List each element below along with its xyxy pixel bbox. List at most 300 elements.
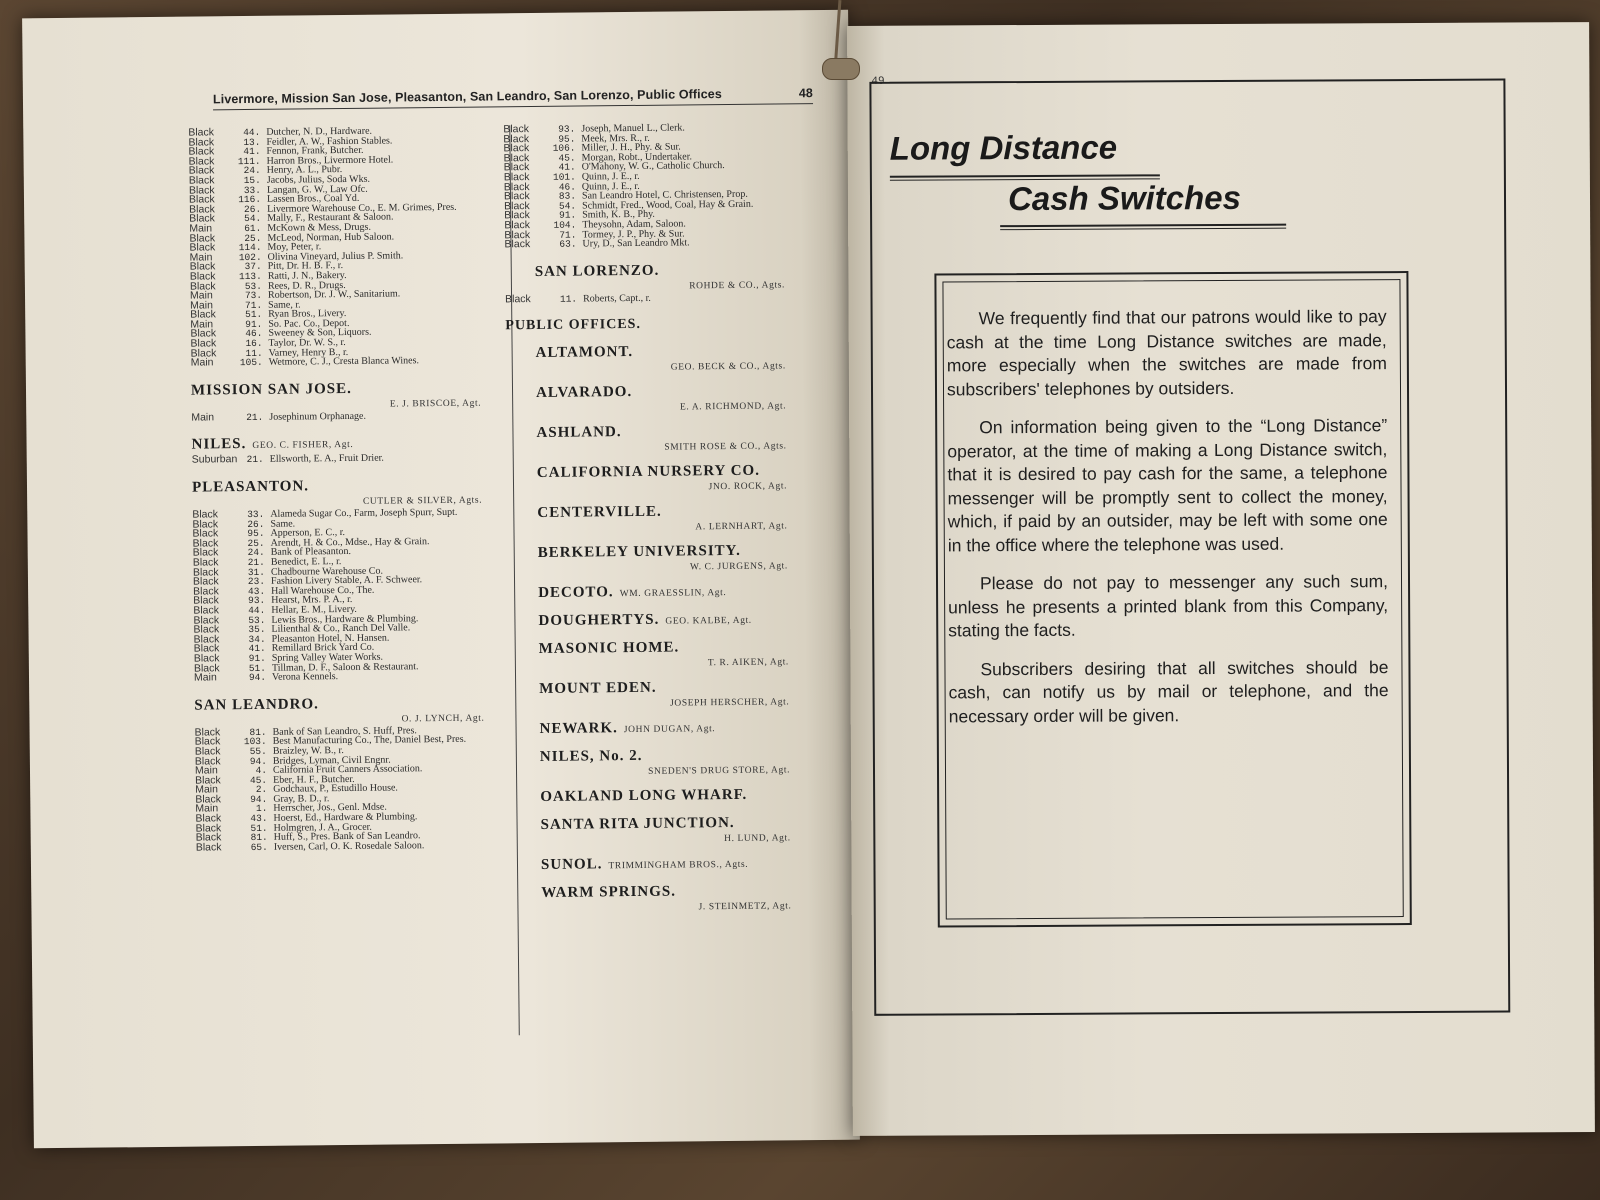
san-leandro-continued-listing: [503, 122, 814, 250]
listing-name: Roberts, Capt., r.: [583, 292, 651, 305]
listing-number: 114.: [238, 241, 262, 254]
listing-number: 94.: [248, 671, 267, 684]
public-office-agent-line: [506, 401, 816, 414]
public-office-title: CENTERVILLE.: [537, 503, 662, 522]
public-office-agent: WM. GRAESSLIN, Agt.: [619, 588, 727, 600]
listing-exchange: Black: [504, 228, 531, 241]
agent-san-lorenzo: ROHDE & CO., Agts.: [689, 280, 785, 292]
listing-name: Dutcher, N. D., Hardware.: [266, 125, 373, 138]
listing-name: Holmgren, J. A., Grocer.: [273, 821, 372, 834]
listing-number: 25.: [244, 232, 262, 244]
listing-exchange: Black: [189, 270, 216, 283]
listing-exchange: Black: [504, 199, 530, 213]
listing-exchange: Main: [195, 783, 219, 796]
listing-name: Remillard Brick Yard Co.: [271, 642, 375, 655]
public-office-title: NILES, No. 2.: [539, 748, 643, 766]
listing-exchange: Black: [504, 238, 531, 251]
page-number-left: 48: [798, 86, 814, 101]
public-office-title: DECOTO.: [538, 584, 614, 602]
listing-name: Pleasanton Hotel, N. Hansen.: [271, 632, 390, 645]
listing-name: Theysohn, Adam, Saloon.: [582, 218, 686, 231]
listing-name: Lassen Bros., Coal Yd.: [266, 192, 360, 205]
listing-exchange: Black: [194, 754, 221, 768]
public-office-name: [536, 382, 816, 402]
listing-number: 51.: [250, 822, 268, 834]
listing-number: 91.: [248, 652, 266, 664]
listing-number: 95.: [558, 133, 576, 145]
listing-row: [192, 453, 512, 466]
listing-number: 2.: [255, 784, 268, 796]
header-title: Livermore, Mission San Jose, Pleasanton, San Leandro, San Lorenzo, Public Offices: [212, 87, 722, 107]
public-office-name: [537, 502, 817, 522]
listing-exchange: Black: [189, 279, 216, 293]
listing-exchange: Black: [193, 633, 220, 646]
public-office-agent-line: [507, 441, 817, 454]
listing-exchange: Black: [503, 190, 530, 203]
public-office-name: [541, 854, 821, 874]
public-office-agent-line: [510, 765, 820, 778]
town-pleasanton: PLEASANTON.: [191, 478, 310, 496]
listing-exchange: Black: [503, 132, 530, 145]
listing-name: Mally, F., Restaurant & Saloon.: [267, 211, 394, 225]
listing-exchange: Black: [193, 652, 220, 665]
listing-number: 21.: [246, 454, 264, 466]
listing-exchange: Black: [189, 260, 216, 273]
listing-number: 63.: [559, 238, 577, 250]
notice-paragraph-3: Please do not pay to messenger any such sum, unless he presents a printed blank from this Company, stating the facts.: [948, 571, 1389, 641]
public-office-name: [540, 786, 820, 806]
listing-exchange: Black: [505, 292, 531, 306]
public-office-agent-line: [506, 361, 816, 374]
public-offices-listing: [506, 342, 822, 914]
listing-number: 105.: [239, 357, 263, 369]
listing-name: Gray, B. D., r.: [273, 793, 330, 805]
public-office-agent: GEO. BECK & CO., Agts.: [670, 361, 786, 373]
listing-number: 94.: [249, 755, 267, 767]
listing-name: Schmidt, Fred., Wood, Coal, Hay & Grain.: [582, 198, 754, 212]
public-office-title: OAKLAND LONG WHARF.: [540, 787, 748, 806]
listing-name: Livermore Warehouse Co., E. M. Grimes, Pres.: [267, 201, 457, 215]
public-office-agent-line: [509, 657, 819, 670]
public-office-title: SANTA RITA JUNCTION.: [540, 815, 735, 834]
public-office-name: [539, 638, 819, 658]
notice-paragraph-1: We frequently find that our patrons would like to pay cash at the time Long Distance switches are made, more especially when the switches are made from subscribers' telephones by outsiders.: [946, 306, 1387, 399]
public-office-name: [537, 462, 817, 482]
listing-exchange: Black: [188, 193, 215, 206]
listing-exchange: Black: [503, 161, 530, 174]
listing-name: Lewis Bros., Hardware & Plumbing.: [271, 612, 419, 626]
listing-number: 46.: [558, 181, 576, 193]
listing-exchange: Black: [192, 556, 219, 569]
public-office-agent-line: [507, 521, 817, 534]
listing-exchange: Black: [188, 145, 215, 158]
listing-name: Best Manufacturing Co., The, Daniel Best, Pres.: [272, 734, 467, 748]
listing-name: Ratti, J. N., Bakery.: [267, 269, 347, 282]
public-office-name: [536, 342, 816, 362]
listing-number: 104.: [553, 219, 577, 231]
listing-number: 33.: [247, 508, 265, 521]
listing-number: 44.: [248, 604, 266, 616]
listing-exchange: Main: [195, 802, 219, 816]
listing-exchange: Black: [193, 585, 219, 598]
town-san-lorenzo: SAN LORENZO.: [534, 262, 660, 280]
listing-number: 102.: [238, 251, 262, 263]
public-office-name: [538, 610, 818, 630]
public-office-agent: H. LUND, Agt.: [724, 833, 791, 845]
san-leandro-listing: [195, 725, 516, 853]
listing-number: 81.: [250, 832, 268, 844]
listing-name: Ryan Bros., Livery.: [268, 308, 347, 321]
listing-exchange: Black: [189, 203, 215, 216]
listing-number: 13.: [243, 136, 261, 148]
listing-name: California Fruit Canners Association.: [272, 763, 423, 776]
listing-name: Robertson, Dr. J. W., Sanitarium.: [267, 288, 401, 301]
listing-number: 91.: [559, 209, 577, 222]
listing-name: Tillman, D. F., Saloon & Restaurant.: [271, 660, 419, 674]
listing-number: 91.: [245, 318, 263, 330]
listing-name: Eber, H. F., Butcher.: [273, 773, 355, 786]
listing-exchange: Black: [188, 155, 215, 168]
listing-exchange: Black: [194, 745, 221, 758]
listing-name: Pitt, Dr. H. B. F., r.: [267, 260, 344, 273]
agent-pleasanton: CUTLER & SILVER, Agts.: [362, 495, 483, 507]
public-office-title: CALIFORNIA NURSERY CO.: [536, 462, 761, 482]
listing-number: 41.: [243, 146, 261, 158]
public-office-name: [540, 746, 820, 766]
livermore-listing: [188, 125, 510, 368]
listing-number: 106.: [552, 142, 576, 154]
listing-exchange: Main: [191, 411, 215, 424]
right-page: [847, 22, 1595, 1136]
listing-exchange: Black: [192, 527, 219, 540]
listing-exchange: Black: [190, 308, 216, 321]
listing-exchange: Black: [194, 726, 221, 739]
listing-exchange: Black: [195, 821, 222, 835]
listing-exchange: Black: [192, 575, 219, 588]
listing-exchange: Black: [193, 623, 220, 636]
listing-name: Hoerst, Ed., Hardware & Plumbing.: [273, 811, 418, 824]
listing-exchange: Black: [192, 546, 219, 560]
listing-name: Herrscher, Jos., Genl. Mdse.: [273, 802, 387, 815]
listing-number: 54.: [558, 200, 577, 212]
listing-name: Lilienthal & Co., Ranch Del Valle.: [271, 622, 411, 635]
listing-exchange: Black: [503, 171, 530, 184]
listing-exchange: Black: [188, 135, 215, 149]
listing-name: Iversen, Carl, O. K. Rosedale Saloon.: [273, 840, 425, 853]
listing-number: 15.: [243, 174, 261, 187]
listing-exchange: Black: [193, 594, 219, 607]
left-page: [22, 10, 860, 1149]
niles-listing: [192, 453, 512, 466]
listing-number: 21.: [246, 411, 264, 423]
listing-number: 41.: [248, 643, 266, 655]
public-office-agent: T. R. AIKEN, Agt.: [707, 657, 789, 669]
listing-number: 54.: [244, 213, 262, 225]
listing-exchange: Black: [503, 142, 530, 155]
title-line-2: Cash Switches: [1007, 178, 1242, 218]
listing-name: Fennon, Frank, Butcher.: [266, 144, 364, 157]
listing-name: Josephinum Orphanage.: [269, 410, 367, 423]
listing-exchange: Black: [193, 642, 220, 655]
public-office-agent: J. STEINMETZ, Agt.: [698, 901, 792, 913]
listing-number: 45.: [558, 152, 576, 164]
listing-name: Hearst, Mrs. P. A., r.: [271, 594, 353, 607]
listing-name: Bridges, Lyman, Civil Engnr.: [272, 754, 391, 767]
mission-san-jose-listing: [191, 410, 511, 423]
listing-exchange: Black: [195, 793, 222, 806]
listing-name: Smith, K. B., Phy.: [582, 209, 655, 221]
public-office-agent: SMITH ROSE & CO., Agts.: [664, 441, 787, 453]
listing-exchange: Black: [195, 831, 222, 844]
listing-name: Quinn, J. E., r.: [581, 170, 640, 183]
column-b: [503, 122, 821, 917]
listing-exchange: Main: [190, 318, 214, 331]
public-office-agent: A. LERNHART, Agt.: [695, 521, 788, 533]
listing-exchange: Suburban: [191, 453, 238, 467]
listing-exchange: Black: [190, 346, 217, 360]
listing-exchange: Black: [190, 327, 217, 341]
listing-number: 45.: [249, 774, 268, 786]
listing-exchange: Black: [504, 218, 531, 232]
listing-name: Hellar, E. M., Livery.: [271, 603, 357, 616]
san-lorenzo-listing: [505, 292, 815, 305]
listing-name: Varney, Henry B., r.: [268, 346, 349, 359]
listing-number: 65.: [250, 841, 268, 853]
listing-number: 33.: [243, 184, 261, 196]
listing-name: O'Mahony, W. G., Catholic Church.: [581, 160, 725, 173]
listing-number: 34.: [248, 633, 266, 645]
listing-name: Godchaux, P., Estudillo House.: [273, 782, 398, 796]
listing-exchange: Black: [189, 241, 216, 254]
listing-exchange: Black: [195, 812, 222, 825]
public-office-name: [541, 882, 821, 902]
listing-exchange: Black: [193, 613, 220, 627]
listing-exchange: Main: [189, 289, 213, 302]
public-office-agent: JOHN DUGAN, Agt.: [623, 724, 716, 736]
agent-niles: GEO. C. FISHER, Agt.: [252, 440, 354, 452]
agent-mission-san-jose: E. J. BRISCOE, Agt.: [389, 398, 482, 410]
listing-exchange: Black: [193, 661, 220, 675]
listing-number: 103.: [243, 736, 267, 748]
listing-number: 51.: [245, 309, 263, 321]
public-office-name: [538, 582, 818, 602]
listing-exchange: Main: [194, 764, 218, 777]
listing-name: Miller, J. H., Phy. & Sur.: [581, 141, 681, 154]
listing-row: [191, 410, 511, 423]
listing-number: 51.: [248, 662, 266, 674]
public-office-title: BERKELEY UNIVERSITY.: [537, 543, 741, 562]
public-office-name: [539, 678, 819, 698]
listing-number: 61.: [244, 222, 262, 234]
agent-san-leandro: O. J. LYNCH, Agt.: [401, 713, 485, 725]
listing-exchange: Main: [189, 251, 213, 264]
town-niles: [191, 434, 511, 454]
listing-exchange: Black: [188, 126, 215, 139]
listing-number: 21.: [247, 556, 265, 569]
listing-name: Same, r.: [268, 299, 301, 311]
listing-number: 55.: [249, 745, 267, 757]
listing-row: [191, 356, 511, 369]
listing-exchange: Black: [188, 183, 215, 197]
listing-number: 16.: [245, 337, 263, 350]
listing-number: 81.: [249, 726, 267, 738]
listing-exchange: Black: [192, 517, 219, 531]
public-office-agent: TRIMMINGHAM BROS., Agts.: [608, 860, 749, 872]
town-mission-san-jose: MISSION SAN JOSE.: [190, 380, 352, 399]
public-office-agent-line: [508, 561, 818, 574]
listing-name: Rees, D. R., Drugs.: [267, 279, 346, 292]
notice-paragraph-2: On information being given to the “Long Distance” operator, at the time of making a Long Distance switch, that it is desired to pay cash for the same, a telephone messenger will be promptly sent to collect the money, which, if paid by an outsider, may be left with some one in the office where the telephone was used.: [947, 415, 1388, 555]
binding-knot: [822, 58, 860, 80]
listing-number: 44.: [243, 126, 261, 139]
listing-number: 53.: [244, 280, 262, 292]
public-office-title: MASONIC HOME.: [538, 639, 680, 658]
listing-number: 23.: [247, 576, 266, 588]
listing-name: Moy, Peter, r.: [267, 241, 322, 253]
listing-number: 73.: [244, 289, 263, 302]
listing-name: Arendt, H. & Co., Mdse., Hay & Grain.: [270, 535, 430, 549]
listing-number: 37.: [244, 261, 262, 273]
public-office-title: DOUGHERTYS.: [538, 612, 660, 630]
public-office-agent: JNO. ROCK, Agt.: [708, 481, 788, 493]
listing-number: 93.: [248, 595, 266, 607]
listing-exchange: Black: [503, 123, 530, 136]
listing-number: 11.: [245, 347, 263, 359]
listing-number: 95.: [247, 528, 265, 540]
listing-number: 24.: [243, 165, 261, 177]
listing-name: San Leandro Hotel, C. Christensen, Prop.: [581, 188, 748, 202]
listing-name: Braizley, W. B., r.: [272, 744, 344, 757]
town-san-leandro: SAN LEANDRO.: [194, 696, 319, 714]
public-office-agent-line: [511, 901, 821, 914]
listing-exchange: Black: [192, 565, 219, 579]
listing-exchange: Black: [192, 508, 219, 521]
listing-name: Wetmore, C. J., Cresta Blanca Wines.: [268, 355, 420, 369]
listing-name: Fashion Livery Stable, A. F. Schweer.: [270, 574, 423, 587]
listing-name: Olivina Vineyard, Julius P. Smith.: [267, 250, 404, 263]
listing-exchange: Black: [192, 537, 219, 550]
public-office-agent-line: [507, 481, 817, 494]
public-office-title: WARM SPRINGS.: [541, 883, 677, 902]
town-niles-name: NILES.: [191, 436, 247, 454]
public-office-title: MOUNT EDEN.: [539, 680, 657, 698]
public-office-agent-line: [509, 697, 819, 710]
listing-exchange: Black: [503, 151, 530, 165]
public-office-name: [536, 422, 816, 442]
title-line-1: Long Distance: [889, 128, 1118, 167]
listing-name: Joseph, Manuel L., Clerk.: [581, 122, 685, 135]
listing-name: Ury, D., San Leandro Mkt.: [582, 237, 690, 250]
listing-number: 113.: [238, 270, 262, 283]
listing-name: Ellsworth, E. A., Fruit Drier.: [269, 453, 384, 466]
pleasanton-listing: [192, 507, 514, 683]
listing-name: Langan, G. W., Law Ofc.: [266, 183, 368, 196]
listing-number: 93.: [558, 123, 576, 135]
listing-number: 25.: [247, 537, 265, 549]
listing-name: So. Pac. Co., Depot.: [268, 317, 350, 330]
listing-name: Verona Kennels.: [271, 671, 339, 683]
listing-number: 116.: [238, 194, 262, 206]
listing-name: Alameda Sugar Co., Farm, Joseph Spurr, Supt.: [270, 506, 458, 520]
listing-number: 83.: [558, 190, 577, 202]
public-office-title: SUNOL.: [540, 856, 603, 874]
listing-number: 46.: [245, 328, 263, 340]
public-office-agent: JOSEPH HERSCHER, Agt.: [670, 697, 790, 709]
listing-exchange: Black: [504, 209, 530, 222]
listing-exchange: Black: [189, 231, 216, 245]
listing-number: 35.: [248, 623, 266, 636]
public-office-title: NEWARK.: [539, 720, 618, 738]
listing-name: Chadbourne Warehouse Co.: [270, 565, 384, 578]
notice-text: [947, 305, 1389, 743]
public-office-title: ASHLAND.: [536, 424, 622, 442]
public-office-agent: E. A. RICHMOND, Agt.: [679, 401, 787, 413]
listing-exchange: Black: [188, 164, 215, 177]
listing-name: McLeod, Norman, Hub Saloon.: [267, 231, 395, 244]
listing-name: Morgan, Robt., Undertaker.: [581, 151, 693, 164]
public-office-agent: GEO. KALBE, Agt.: [665, 616, 752, 627]
listing-name: Spring Valley Water Works.: [271, 651, 384, 664]
public-office-name: [541, 814, 821, 834]
listing-exchange: Black: [188, 174, 215, 187]
listing-number: 71.: [244, 299, 263, 311]
listing-name: Huff, S., Pres. Bank of San Leandro.: [273, 830, 421, 844]
listing-exchange: Main: [190, 299, 213, 312]
listing-exchange: Black: [194, 735, 221, 748]
listing-exchange: Black: [503, 180, 530, 193]
listing-name: Bank of Pleasanton.: [270, 546, 352, 559]
listing-name: Hall Warehouse Co., The.: [271, 584, 375, 597]
public-office-agent-line: [511, 833, 821, 846]
public-office-agent: SNEDEN'S DRUG STORE, Agt.: [648, 765, 791, 778]
listing-row: [504, 237, 814, 250]
listing-name: Apperson, E. C., r.: [270, 527, 346, 540]
listing-name: Bank of San Leandro, S. Huff, Pres.: [272, 724, 417, 738]
listing-name: Harron Bros., Livermore Hotel.: [266, 154, 394, 167]
listing-number: 24.: [247, 547, 265, 559]
listing-number: 43.: [250, 812, 268, 825]
public-offices-title: PUBLIC OFFICES.: [505, 317, 642, 334]
column-a: [188, 125, 516, 853]
listing-name: McKown & Mess, Drugs.: [267, 221, 371, 234]
listing-name: Jacobs, Julius, Soda Wks.: [266, 173, 371, 186]
listing-exchange: Black: [195, 774, 221, 787]
listing-number: 71.: [559, 229, 577, 241]
listing-number: 31.: [247, 566, 265, 578]
listing-number: 26.: [247, 518, 265, 530]
listing-exchange: Main: [189, 222, 213, 235]
public-office-title: ALTAMONT.: [535, 344, 634, 362]
public-office-title: ALVARADO.: [535, 384, 633, 402]
listing-name: Same.: [270, 518, 296, 530]
listing-exchange: Main: [190, 356, 214, 369]
listing-exchange: Main: [193, 671, 217, 684]
listing-name: Meek, Mrs. R., r.: [581, 132, 650, 145]
listing-exchange: Black: [190, 337, 217, 350]
public-office-name: [539, 718, 819, 738]
page-header: [213, 86, 813, 110]
listing-number: 101.: [552, 171, 576, 183]
notice-paragraph-4: Subscribers desiring that all switches should be cash, can notify us by mail or telephone, and the necessary order will be given.: [948, 656, 1389, 726]
public-office-name: [538, 542, 818, 562]
listing-exchange: Black: [189, 212, 215, 225]
public-office-agent: W. C. JURGENS, Agt.: [689, 561, 788, 573]
listing-name: Quinn, J. E., r.: [581, 180, 640, 193]
listing-name: Henry, A. L., Pubr.: [266, 164, 343, 177]
listing-number: 1.: [255, 803, 268, 815]
listing-number: 53.: [248, 614, 266, 626]
listing-exchange: Black: [193, 604, 220, 617]
